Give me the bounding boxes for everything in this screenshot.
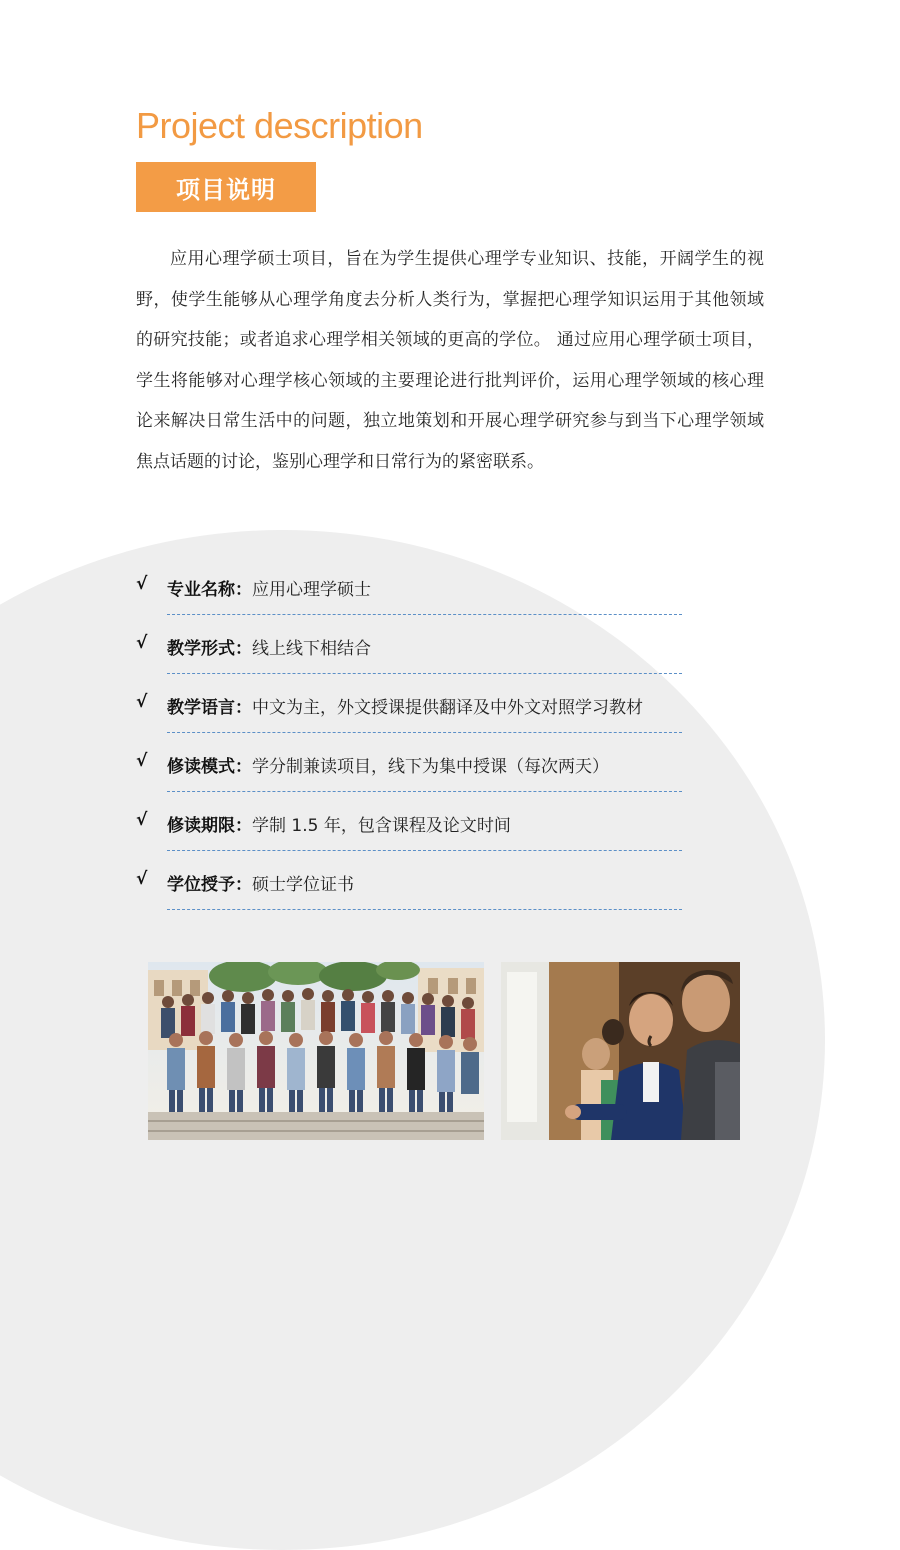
dashed-divider <box>167 909 682 910</box>
check-icon: √ <box>136 869 148 889</box>
feature-text <box>167 634 371 659</box>
dashed-divider <box>167 673 682 674</box>
list-item <box>136 859 682 918</box>
feature-value: 硕士学位证书 <box>252 875 354 895</box>
dashed-divider <box>167 732 682 733</box>
check-icon: √ <box>136 751 148 771</box>
discussion-photo <box>501 962 740 1140</box>
feature-value: 线上线下相结合 <box>252 639 371 659</box>
feature-key: 专业名称： <box>167 580 252 600</box>
check-icon: √ <box>136 633 148 653</box>
feature-key: 修读期限： <box>167 816 252 836</box>
discussion-photo-icon <box>501 962 740 1140</box>
feature-key: 修读模式： <box>167 757 252 777</box>
page-title: Project description <box>136 105 423 146</box>
check-icon: √ <box>136 692 148 712</box>
feature-list <box>136 564 682 918</box>
feature-value: 中文为主，外文授课提供翻译及中外文对照学习教材 <box>252 698 643 718</box>
section-title-badge <box>136 162 316 212</box>
check-icon: √ <box>136 574 148 594</box>
dashed-divider <box>167 850 682 851</box>
list-item <box>136 623 682 682</box>
feature-key: 学位授予： <box>167 875 252 895</box>
feature-text <box>167 693 643 718</box>
feature-value: 学制 1.5 年，包含课程及论文时间 <box>252 816 511 836</box>
feature-value: 应用心理学硕士 <box>252 580 371 600</box>
feature-value: 学分制兼读项目，线下为集中授课（每次两天） <box>252 757 609 777</box>
feature-text <box>167 575 371 600</box>
list-item <box>136 682 682 741</box>
list-item <box>136 741 682 800</box>
section-title-label: 项目说明 <box>176 175 276 204</box>
feature-text <box>167 870 354 895</box>
group-photo <box>148 962 484 1140</box>
dashed-divider <box>167 614 682 615</box>
list-item <box>136 800 682 859</box>
list-item <box>136 564 682 623</box>
group-photo-icon <box>148 962 484 1140</box>
check-icon: √ <box>136 810 148 830</box>
feature-text <box>167 752 609 777</box>
dashed-divider <box>167 791 682 792</box>
feature-key: 教学语言： <box>167 698 252 718</box>
intro-paragraph: 应用心理学硕士项目，旨在为学生提供心理学专业知识、技能，开阔学生的视野，使学生能够从心理学角度去分析人类行为，掌握把心理学知识运用于其他领域的研究技能；或者追求心理学相关领域的更高的学位。 通过应用心理学硕士项目，学生将能够对心理学核心领域的主要理论进行批判评价，运用心理学领域的核心理论来解决日常生活中的问题，独立地策划和开展心理学研究参与到当下心理学领域焦点话题的讨论，鉴别心理学和日常行为的紧密联系。 <box>136 249 764 472</box>
feature-key: 教学形式： <box>167 639 252 659</box>
feature-text <box>167 811 511 836</box>
